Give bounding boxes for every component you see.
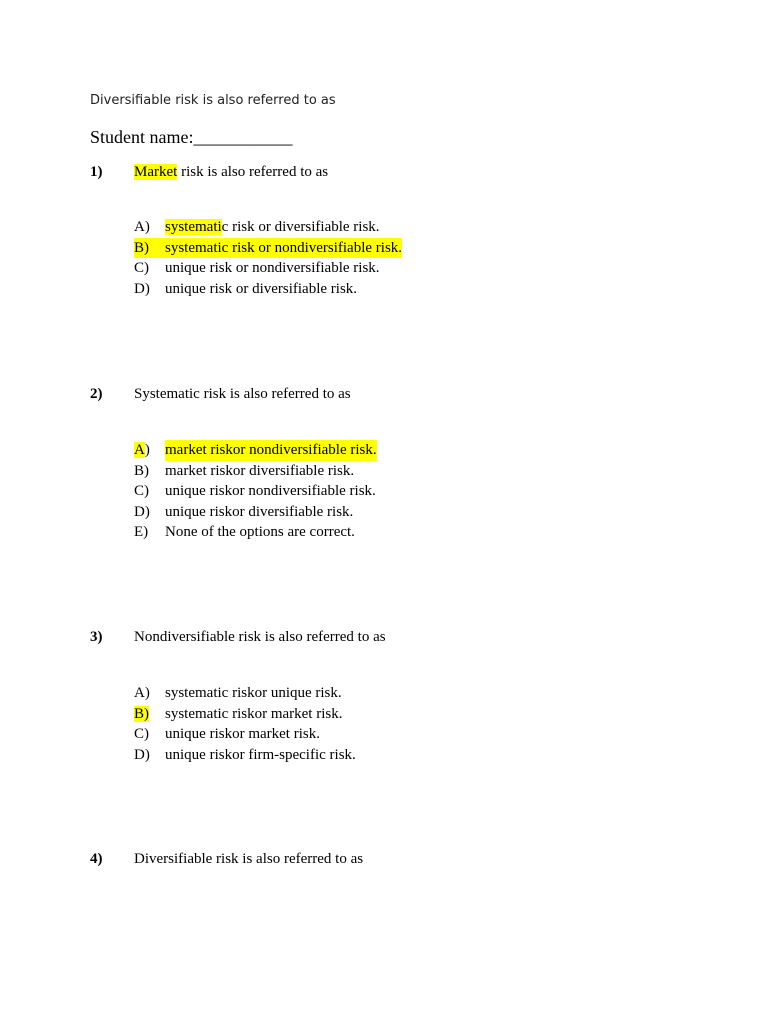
question-stem: Diversifiable risk is also referred to as bbox=[134, 851, 364, 867]
answer-option bbox=[134, 522, 377, 543]
stem-highlight: Market bbox=[134, 164, 178, 180]
stem-text: risk is also referred to as bbox=[177, 164, 329, 180]
answer-option-correct bbox=[134, 440, 377, 461]
option-letter: C) bbox=[134, 260, 149, 276]
answer-option bbox=[134, 481, 377, 502]
option-letter: A) bbox=[134, 219, 150, 235]
option-highlight bbox=[134, 238, 402, 259]
option-text: systematic riskor unique risk. bbox=[165, 685, 342, 701]
question-stem: Nondiversifiable risk is also referred to as bbox=[134, 629, 386, 645]
option-text: market riskor nondiversifiable risk. bbox=[165, 440, 377, 461]
option-text: unique risk or diversifiable risk. bbox=[165, 280, 358, 297]
option-text-highlight: systemati bbox=[165, 219, 222, 235]
answer-options bbox=[134, 683, 356, 765]
question-number: 1) bbox=[90, 164, 103, 180]
option-letter: E) bbox=[134, 524, 149, 540]
question-number: 2) bbox=[90, 386, 103, 402]
student-name-field: Student name:___________ bbox=[90, 127, 293, 147]
option-text: unique risk or nondiversifiable risk. bbox=[165, 260, 380, 276]
option-text: None of the options are correct. bbox=[165, 524, 355, 540]
answer-option bbox=[134, 279, 402, 300]
option-text: systematic risk or nondiversifiable risk. bbox=[165, 239, 403, 256]
option-letter: D) bbox=[134, 746, 150, 763]
option-letter: C) bbox=[134, 483, 149, 499]
answer-option bbox=[134, 745, 356, 766]
answer-option-correct bbox=[134, 704, 356, 725]
question-stem bbox=[134, 164, 328, 181]
option-letter-rest: ) bbox=[144, 442, 150, 458]
question-stem: Systematic risk is also referred to as bbox=[134, 386, 351, 402]
option-text: unique riskor diversifiable risk. bbox=[165, 503, 354, 520]
option-letter-highlight: B) bbox=[134, 705, 149, 722]
option-letter: D) bbox=[134, 503, 150, 520]
option-text-rest: c risk or diversifiable risk. bbox=[221, 219, 380, 235]
answer-option bbox=[134, 502, 377, 523]
answer-option bbox=[134, 217, 402, 238]
option-letter: A) bbox=[134, 685, 150, 701]
question-number: 3) bbox=[90, 629, 103, 645]
option-text: systematic riskor market risk. bbox=[165, 705, 343, 722]
option-letter: B) bbox=[134, 239, 149, 256]
document-title: Diversifiable risk is also referred to as bbox=[90, 93, 336, 108]
option-text: unique riskor firm-specific risk. bbox=[165, 746, 356, 763]
option-letter-highlight: A bbox=[134, 442, 145, 458]
answer-option bbox=[134, 724, 356, 745]
question-number: 4) bbox=[90, 851, 103, 867]
answer-option-correct bbox=[134, 238, 402, 259]
option-letter: C) bbox=[134, 726, 149, 742]
answer-option bbox=[134, 461, 377, 482]
answer-option bbox=[134, 683, 356, 704]
option-letter: D) bbox=[134, 280, 150, 297]
option-letter bbox=[134, 440, 165, 461]
option-text: unique riskor nondiversifiable risk. bbox=[165, 483, 376, 499]
answer-options bbox=[134, 217, 402, 299]
option-letter bbox=[134, 704, 165, 725]
option-text: unique riskor market risk. bbox=[165, 726, 320, 742]
option-letter: B) bbox=[134, 462, 149, 479]
option-text bbox=[165, 217, 380, 238]
answer-options bbox=[134, 440, 377, 543]
option-text: market riskor diversifiable risk. bbox=[165, 462, 355, 479]
answer-option bbox=[134, 258, 402, 279]
